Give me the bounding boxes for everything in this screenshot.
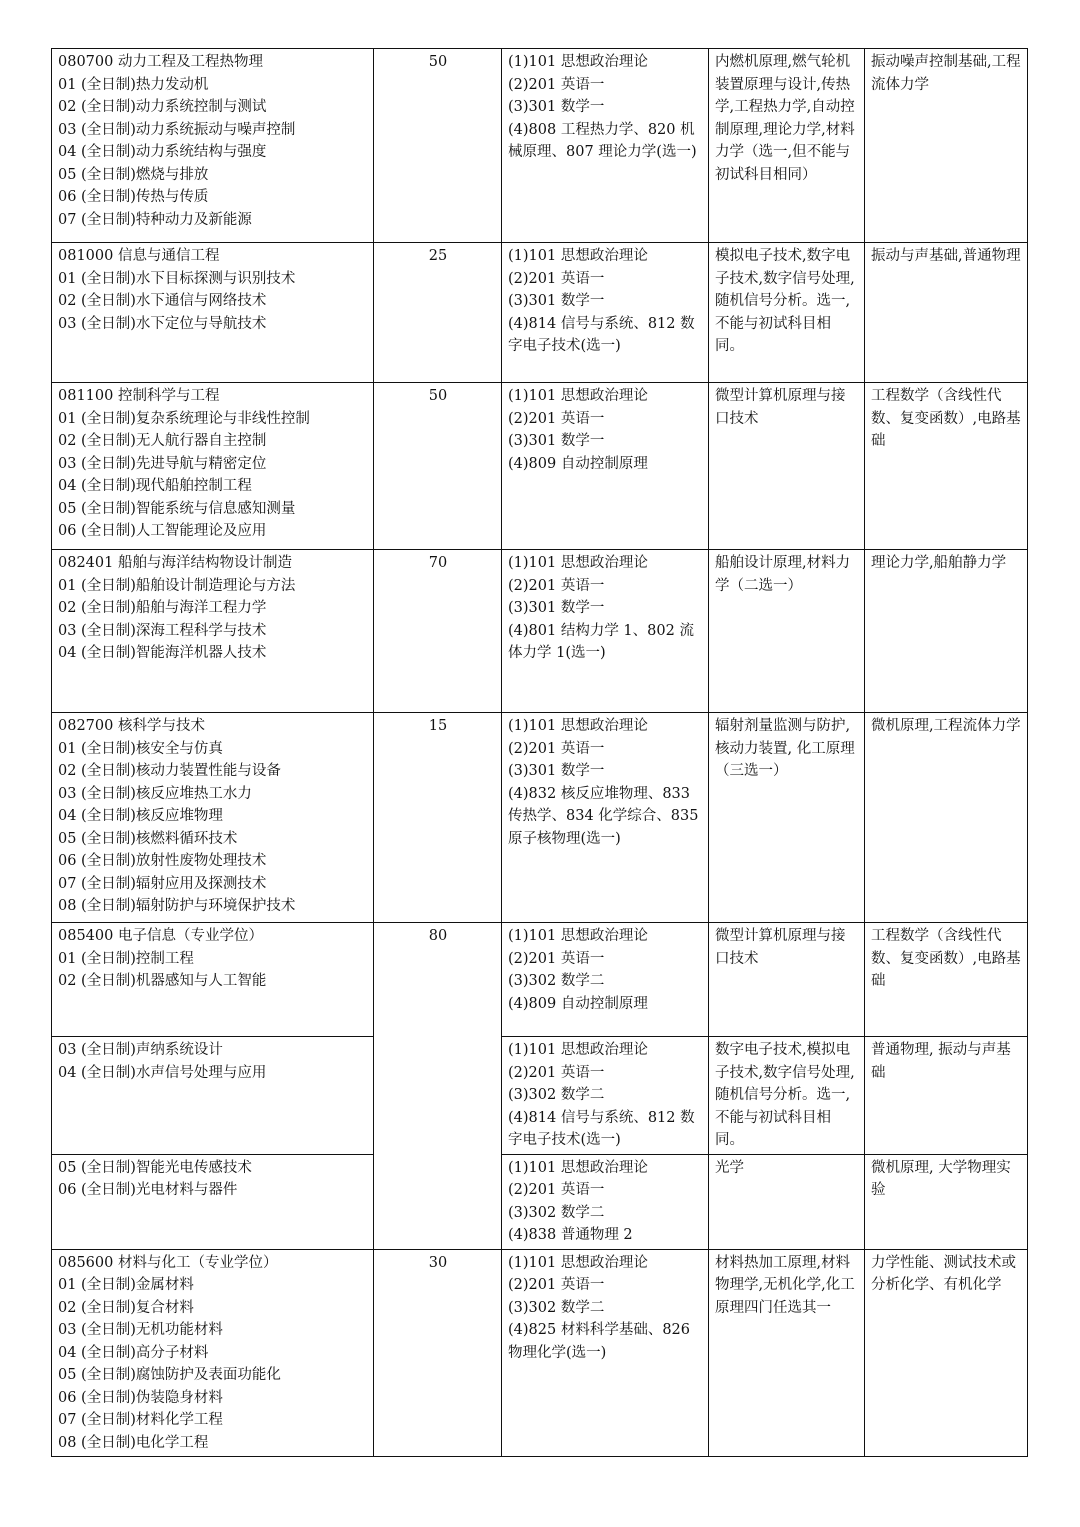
retest-subjects-cell: 内燃机原理,燃气轮机装置原理与设计,传热学,工程热力学,自动控制原理,理论力学,材料力学（选一,但不能与初试科目相同） xyxy=(709,49,865,243)
exam-subjects-cell xyxy=(502,243,709,383)
exam-subject: (2)201 英语一 xyxy=(508,1277,605,1293)
direction-item: 01 (全日制)热力发动机 xyxy=(58,76,209,93)
direction-item: 03 (全日制)深海工程科学与技术 xyxy=(58,622,267,639)
direction-item: 02 (全日制)无人航行器自主控制 xyxy=(58,433,267,449)
exam-subjects-cell xyxy=(502,713,709,923)
exam-subjects-cell xyxy=(502,1154,709,1249)
exam-subject: (1)101 思想政治理论 xyxy=(508,388,648,404)
direction-item: 06 (全日制)伪装隐身材料 xyxy=(58,1389,223,1406)
retest-subjects-cell: 船舶设计原理,材料力学（二选一） xyxy=(709,550,865,713)
quota-cell: 15 xyxy=(374,713,502,923)
subgroup-row xyxy=(52,1037,1028,1155)
extra-subjects-cell: 工程数学（含线性代数、复变函数）,电路基础 xyxy=(865,383,1028,550)
major-title: 081000 信息与通信工程 xyxy=(58,248,220,264)
exam-subject: (2)201 英语一 xyxy=(508,1182,605,1198)
quota-cell: 50 xyxy=(374,49,502,243)
retest-subjects-cell: 模拟电子技术,数字电子技术,数字信号处理, 随机信号分析。选一,不能与初试科目相同。 xyxy=(709,243,865,383)
retest-subjects-cell: 光学 xyxy=(709,1154,865,1249)
direction-item: 06 (全日制)传热与传质 xyxy=(58,189,209,205)
major-title: 082401 船舶与海洋结构物设计制造 xyxy=(58,555,292,571)
exam-subject: (1)101 思想政治理论 xyxy=(508,1159,648,1176)
major-cell xyxy=(52,49,374,243)
direction-item: 08 (全日制)辐射防护与环境保护技术 xyxy=(58,898,296,914)
direction-item: 01 (全日制)金属材料 xyxy=(58,1277,194,1293)
major-cell xyxy=(52,550,374,713)
direction-item: 02 (全日制)机器感知与人工智能 xyxy=(58,973,267,989)
direction-item: 06 (全日制)光电材料与器件 xyxy=(58,1182,238,1198)
extra-subjects-cell: 普通物理, 振动与声基础 xyxy=(865,1037,1028,1155)
exam-subject: (1)101 思想政治理论 xyxy=(508,718,648,734)
exam-subject: (3)302 数学二 xyxy=(508,1087,605,1103)
exam-subject: (4)814 信号与系统、812 数字电子技术(选一) xyxy=(508,1109,695,1148)
exam-subject: (1)101 思想政治理论 xyxy=(508,1042,648,1058)
direction-item: 08 (全日制)电化学工程 xyxy=(58,1434,209,1451)
extra-subjects-cell: 工程数学（含线性代数、复变函数）,电路基础 xyxy=(865,923,1028,1037)
direction-item: 03 (全日制)声纳系统设计 xyxy=(58,1042,223,1058)
retest-subjects-cell: 微型计算机原理与接口技术 xyxy=(709,923,865,1037)
direction-item: 03 (全日制)无机功能材料 xyxy=(58,1322,223,1338)
extra-subjects-cell: 理论力学,船舶静力学 xyxy=(865,550,1028,713)
direction-item: 07 (全日制)特种动力及新能源 xyxy=(58,211,252,228)
direction-item: 07 (全日制)材料化学工程 xyxy=(58,1412,223,1428)
exam-subject: (4)838 普通物理 2 xyxy=(508,1227,633,1243)
exam-subject: (3)302 数学二 xyxy=(508,973,605,989)
major-title: 085600 材料与化工（专业学位） xyxy=(58,1254,278,1271)
exam-subjects-cell xyxy=(502,49,709,243)
exam-subject: (4)825 材料科学基础、826 物理化学(选一) xyxy=(508,1322,690,1361)
exam-subject: (3)301 数学一 xyxy=(508,293,605,309)
direction-item: 04 (全日制)现代船舶控制工程 xyxy=(58,478,252,494)
direction-item: 05 (全日制)燃烧与排放 xyxy=(58,166,209,183)
quota-cell: 80 xyxy=(374,923,502,1250)
major-row-080700 xyxy=(52,49,1028,243)
retest-subjects-cell: 辐射剂量监测与防护, 核动力装置, 化工原理（三选一） xyxy=(709,713,865,923)
major-row-082700 xyxy=(52,713,1028,923)
exam-subjects-cell xyxy=(502,550,709,713)
direction-item: 07 (全日制)辐射应用及探测技术 xyxy=(58,875,267,892)
major-cell xyxy=(52,383,374,550)
exam-subject: (3)301 数学一 xyxy=(508,763,605,779)
exam-subject: (2)201 英语一 xyxy=(508,740,605,757)
exam-subject: (4)809 自动控制原理 xyxy=(508,455,648,472)
exam-subject: (2)201 英语一 xyxy=(508,270,605,287)
direction-item: 04 (全日制)水声信号处理与应用 xyxy=(58,1064,267,1081)
direction-item: 06 (全日制)人工智能理论及应用 xyxy=(58,523,267,539)
direction-item: 01 (全日制)水下目标探测与识别技术 xyxy=(58,270,296,287)
exam-subject: (4)809 自动控制原理 xyxy=(508,995,648,1012)
direction-item: 02 (全日制)复合材料 xyxy=(58,1299,194,1316)
direction-item: 06 (全日制)放射性废物处理技术 xyxy=(58,853,267,869)
exam-subject: (3)301 数学一 xyxy=(508,433,605,449)
major-row-081000 xyxy=(52,243,1028,383)
exam-subject: (2)201 英语一 xyxy=(508,76,605,93)
major-row-081100 xyxy=(52,383,1028,550)
major-row-085600 xyxy=(52,1249,1028,1457)
major-title: 085400 电子信息（专业学位） xyxy=(58,928,263,944)
direction-item: 02 (全日制)核动力装置性能与设备 xyxy=(58,763,281,779)
exam-subjects-cell xyxy=(502,383,709,550)
exam-subject: (1)101 思想政治理论 xyxy=(508,555,648,571)
direction-item: 05 (全日制)腐蚀防护及表面功能化 xyxy=(58,1367,281,1383)
direction-item: 03 (全日制)先进导航与精密定位 xyxy=(58,455,267,472)
exam-subjects-cell xyxy=(502,1249,709,1457)
major-cell xyxy=(52,923,374,1037)
quota-cell: 70 xyxy=(374,550,502,713)
exam-subject: (3)301 数学一 xyxy=(508,600,605,616)
exam-subject: (3)302 数学二 xyxy=(508,1299,605,1316)
direction-item: 04 (全日制)智能海洋机器人技术 xyxy=(58,645,267,661)
extra-subjects-cell xyxy=(865,1249,1028,1457)
major-row-082401 xyxy=(52,550,1028,713)
exam-subject: (4)801 结构力学 1、802 流体力学 1(选一) xyxy=(508,622,694,661)
extra-subjects-cell: 微机原理, 大学物理实验 xyxy=(865,1154,1028,1249)
extra-subjects-cell: 振动与声基础,普通物理 xyxy=(865,243,1028,383)
direction-item: 03 (全日制)动力系统振动与噪声控制 xyxy=(58,121,296,138)
quota-cell: 25 xyxy=(374,243,502,383)
direction-item: 02 (全日制)动力系统控制与测试 xyxy=(58,99,267,115)
direction-item: 02 (全日制)水下通信与网络技术 xyxy=(58,293,267,309)
exam-subject: (1)101 思想政治理论 xyxy=(508,1254,648,1271)
direction-item: 05 (全日制)智能系统与信息感知测量 xyxy=(58,500,296,517)
exam-subject: (1)101 思想政治理论 xyxy=(508,54,648,70)
major-cell xyxy=(52,713,374,923)
direction-item: 01 (全日制)控制工程 xyxy=(58,950,194,967)
major-row-085400 xyxy=(52,923,1028,1037)
exam-subject: (1)101 思想政治理论 xyxy=(508,928,648,944)
major-cell xyxy=(52,243,374,383)
major-cell xyxy=(52,1154,374,1249)
exam-subject: (4)808 工程热力学、820 机械原理、807 理论力学(选一) xyxy=(508,121,697,160)
major-title: 082700 核科学与技术 xyxy=(58,718,205,734)
direction-item: 01 (全日制)复杂系统理论与非线性控制 xyxy=(58,410,310,427)
retest-subjects-cell: 微型计算机原理与接口技术 xyxy=(709,383,865,550)
retest-subjects-cell: 材料热加工原理,材料物理学,无机化学,化工原理四门任选其一 xyxy=(709,1249,865,1457)
extra-subjects-cell: 振动噪声控制基础,工程流体力学 xyxy=(865,49,1028,243)
direction-item: 05 (全日制)核燃料循环技术 xyxy=(58,830,238,847)
exam-subject: (3)301 数学一 xyxy=(508,99,605,115)
direction-item: 02 (全日制)船舶与海洋工程力学 xyxy=(58,600,267,616)
exam-subject: (2)201 英语一 xyxy=(508,950,605,967)
major-title: 080700 动力工程及工程热物理 xyxy=(58,54,263,70)
exam-subject: (4)814 信号与系统、812 数字电子技术(选一) xyxy=(508,315,695,354)
exam-subjects-cell xyxy=(502,923,709,1037)
major-cell xyxy=(52,1249,374,1457)
quota-cell: 30 xyxy=(374,1249,502,1457)
exam-subject: (4)832 核反应堆物理、833 传热学、834 化学综合、835 原子核物理(选一) xyxy=(508,785,699,847)
direction-item: 01 (全日制)船舶设计制造理论与方法 xyxy=(58,577,296,594)
quota-cell: 50 xyxy=(374,383,502,550)
direction-item: 01 (全日制)核安全与仿真 xyxy=(58,740,223,757)
exam-subject: (1)101 思想政治理论 xyxy=(508,248,648,264)
major-cell xyxy=(52,1037,374,1155)
subgroup-row xyxy=(52,1154,1028,1249)
program-table xyxy=(51,48,1028,1457)
direction-item: 03 (全日制)核反应堆热工水力 xyxy=(58,785,252,802)
direction-item: 03 (全日制)水下定位与导航技术 xyxy=(58,315,267,332)
exam-subject: (2)201 英语一 xyxy=(508,577,605,594)
direction-item: 05 (全日制)智能光电传感技术 xyxy=(58,1159,252,1176)
exam-subject: (3)302 数学二 xyxy=(508,1204,605,1221)
extra-subjects-cell: 微机原理,工程流体力学 xyxy=(865,713,1028,923)
major-title: 081100 控制科学与工程 xyxy=(58,388,220,404)
direction-item: 04 (全日制)动力系统结构与强度 xyxy=(58,144,267,160)
extra-subject-line: 力学性能、测试技术或 xyxy=(871,1254,1016,1271)
extra-subject-line: 分析化学、有机化学 xyxy=(871,1277,1002,1293)
exam-subject: (2)201 英语一 xyxy=(508,1064,605,1081)
exam-subjects-cell xyxy=(502,1037,709,1155)
direction-item: 04 (全日制)高分子材料 xyxy=(58,1344,209,1361)
direction-item: 04 (全日制)核反应堆物理 xyxy=(58,808,223,824)
retest-subjects-cell: 数字电子技术,模拟电子技术,数字信号处理,随机信号分析。选一,不能与初试科目相同。 xyxy=(709,1037,865,1155)
exam-subject: (2)201 英语一 xyxy=(508,410,605,427)
